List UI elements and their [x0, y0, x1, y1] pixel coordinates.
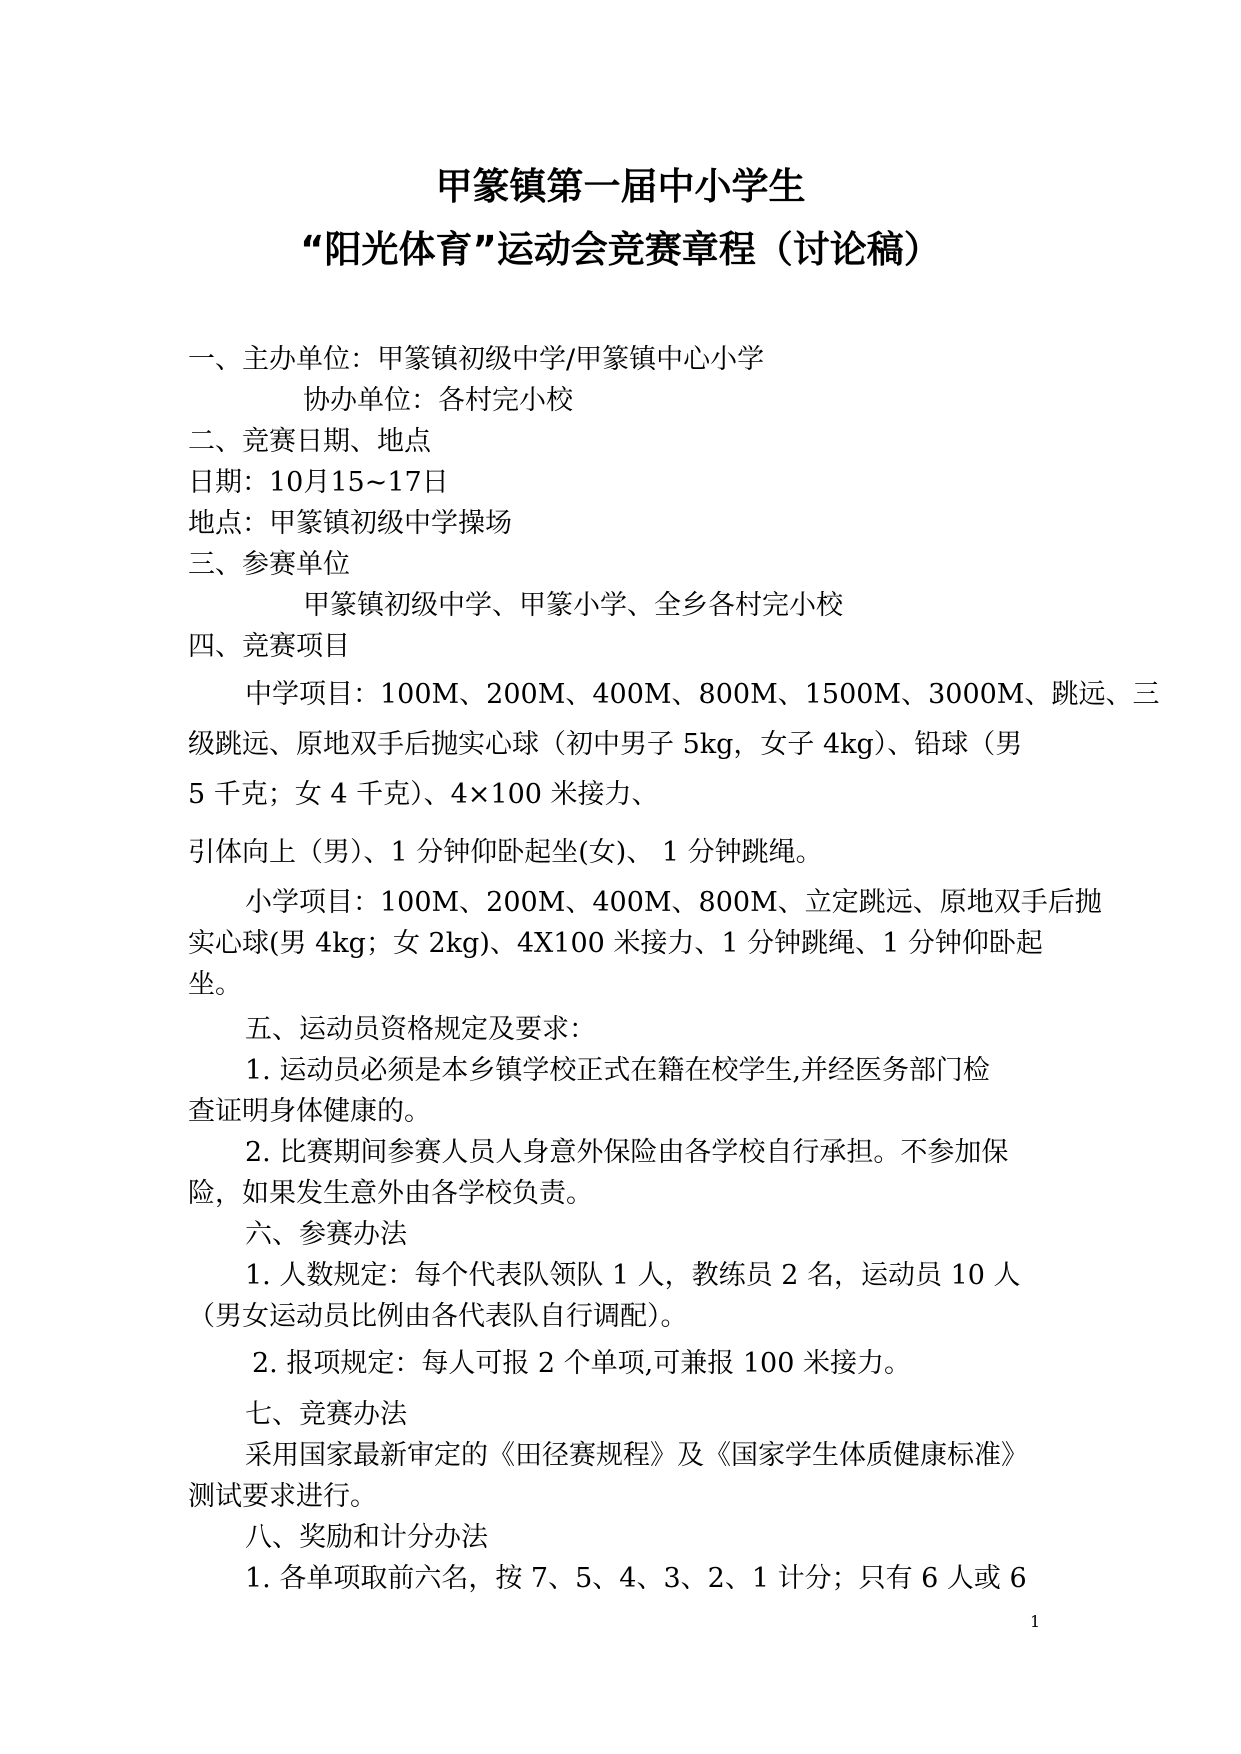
- middle-school-events-line-2: 级跳远、原地双手后抛实心球（初中男子 5kg，女子 4kg）、铅球（男: [188, 729, 1023, 760]
- primary-school-events-line-1: 小学项目：100M、200M、400M、800M、立定跳远、原地双手后抛: [245, 887, 1102, 918]
- section-heading-date-location: 二、竞赛日期、地点: [188, 426, 431, 457]
- section-heading-competition-rules: 七、竞赛办法: [245, 1399, 407, 1430]
- competition-rules-line-2: 测试要求进行。: [188, 1481, 377, 1512]
- eligibility-item-2-line-1: 2. 比赛期间参赛人员人身意外保险由各学校自行承担。不参加保: [245, 1137, 1009, 1168]
- participation-item-2: 2. 报项规定：每人可报 2 个单项,可兼报 100 米接力。: [252, 1348, 911, 1379]
- participation-item-1-line-2: （男女运动员比例由各代表队自行调配）。: [188, 1301, 688, 1332]
- participants-line: 甲篆镇初级中学、甲篆小学、全乡各村完小校: [303, 590, 843, 621]
- primary-school-events-line-2: 实心球(男 4kg；女 2kg)、4X100 米接力、1 分钟跳绳、1 分钟仰卧起: [188, 928, 1043, 959]
- middle-school-events-line-1: 中学项目：100M、200M、400M、800M、1500M、3000M、跳远、三: [245, 679, 1160, 710]
- section-heading-organizer: 一、主办单位：甲篆镇初级中学/甲篆镇中心小学: [188, 344, 765, 375]
- middle-school-events-line-3: 5 千克；女 4 千克）、4×100 米接力、: [188, 779, 659, 810]
- section-heading-events: 四、竞赛项目: [188, 631, 350, 662]
- co-organizer-line: 协办单位：各村完小校: [303, 385, 573, 416]
- awards-scoring-line-1: 1. 各单项取前六名，按 7、5、4、3、2、1 计分；只有 6 人或 6: [245, 1563, 1027, 1594]
- date-line: 日期：10月15~17日: [188, 467, 449, 498]
- location-line: 地点：甲篆镇初级中学操场: [188, 508, 512, 539]
- primary-school-events-line-3: 坐。: [188, 969, 242, 1000]
- page-number: 1: [1030, 1612, 1041, 1631]
- section-heading-awards-scoring: 八、奖励和计分办法: [245, 1522, 488, 1553]
- eligibility-item-2-line-2: 险，如果发生意外由各学校负责。: [188, 1178, 593, 1209]
- eligibility-item-1-line-2: 查证明身体健康的。: [188, 1096, 431, 1127]
- eligibility-item-1-line-1: 1. 运动员必须是本乡镇学校正式在籍在校学生,并经医务部门检: [245, 1055, 990, 1086]
- middle-school-events-line-4: 引体向上（男）、1 分钟仰卧起坐(女)、 1 分钟跳绳。: [188, 837, 823, 868]
- document-title-line-1: 甲篆镇第一届中小学生: [435, 165, 806, 208]
- document-title-line-2: “阳光体育”运动会竞赛章程（讨论稿）: [300, 228, 941, 271]
- section-heading-eligibility: 五、运动员资格规定及要求：: [245, 1014, 596, 1045]
- participation-item-1-line-1: 1. 人数规定：每个代表队领队 1 人，教练员 2 名，运动员 10 人: [245, 1260, 1021, 1291]
- competition-rules-line-1: 采用国家最新审定的《田径赛规程》及《国家学生体质健康标准》: [245, 1440, 1028, 1471]
- section-heading-participants: 三、参赛单位: [188, 549, 350, 580]
- section-heading-participation: 六、参赛办法: [245, 1219, 407, 1250]
